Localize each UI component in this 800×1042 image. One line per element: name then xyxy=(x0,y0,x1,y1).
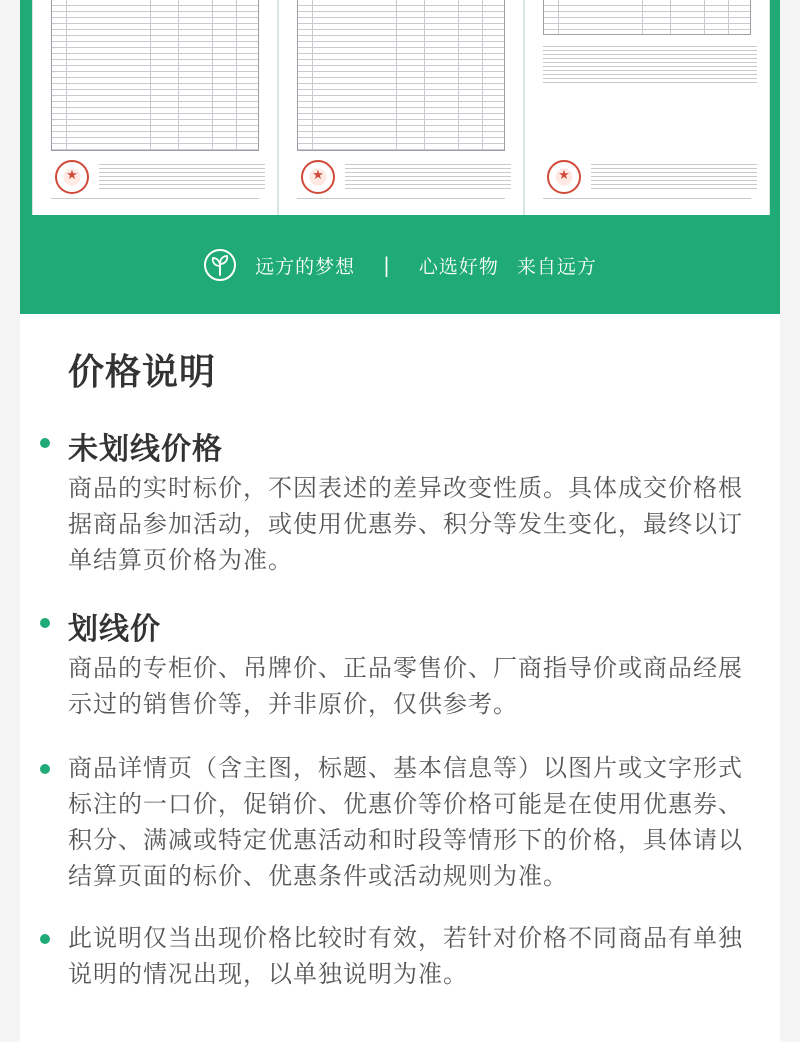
red-seal-stamp xyxy=(55,160,89,194)
slogan-right-1: 心选好物 xyxy=(418,255,499,278)
test-report-page-1 xyxy=(32,0,278,215)
slogan-separator: | xyxy=(383,253,391,277)
price-info-card xyxy=(20,314,780,1042)
test-report-page-2 xyxy=(278,0,524,215)
bullet-dot xyxy=(40,438,50,448)
section-text-strikethrough-price: 商品的专柜价、吊牌价、正品零售价、厂商指导价或商品经展示过的销售价等，并非原价，仅供参考。 xyxy=(68,654,743,718)
test-report-page-3 xyxy=(524,0,770,215)
section-text-unmarked-price: 商品的实时标价，不因表述的差异改变性质。具体成交价格根据商品参加活动，或使用优惠券、积分等发生变化，最终以订单结算页价格为准。 xyxy=(68,474,743,574)
slogan-left: 远方的梦想 xyxy=(255,255,356,278)
report-fine-print xyxy=(345,164,511,190)
brand-slogan xyxy=(20,242,780,288)
note-promotional-prices: 商品详情页（含主图，标题、基本信息等）以图片或文字形式标注的一口价，促销价、优惠价等价格可能是在使用优惠券、积分、满减或特定优惠活动和时段等情形下的价格，具体请以结算页面的标价、优惠条件或活动规则为准。 xyxy=(68,754,743,890)
brand-banner xyxy=(20,0,780,314)
test-report-images xyxy=(32,0,768,215)
sprout-in-circle-icon xyxy=(203,248,237,282)
bullet-dot xyxy=(40,764,50,774)
section-heading-unmarked-price: 未划线价格 xyxy=(68,432,223,467)
red-seal-stamp xyxy=(301,160,335,194)
slogan-right-2: 来自远方 xyxy=(516,255,597,278)
report-table xyxy=(543,0,751,35)
section-heading-strikethrough-price: 划线价 xyxy=(68,612,161,647)
report-fine-print xyxy=(99,164,265,190)
price-info-title: 价格说明 xyxy=(68,352,217,393)
report-fine-print xyxy=(591,164,757,190)
report-table xyxy=(51,0,259,151)
bullet-dot xyxy=(40,618,50,628)
report-notes xyxy=(543,46,757,86)
note-separate-explanation: 此说明仅当出现价格比较时有效，若针对价格不同商品有单独说明的情况出现，以单独说明为准。 xyxy=(68,924,743,988)
report-table xyxy=(297,0,505,151)
bullet-dot xyxy=(40,934,50,944)
red-seal-stamp xyxy=(547,160,581,194)
